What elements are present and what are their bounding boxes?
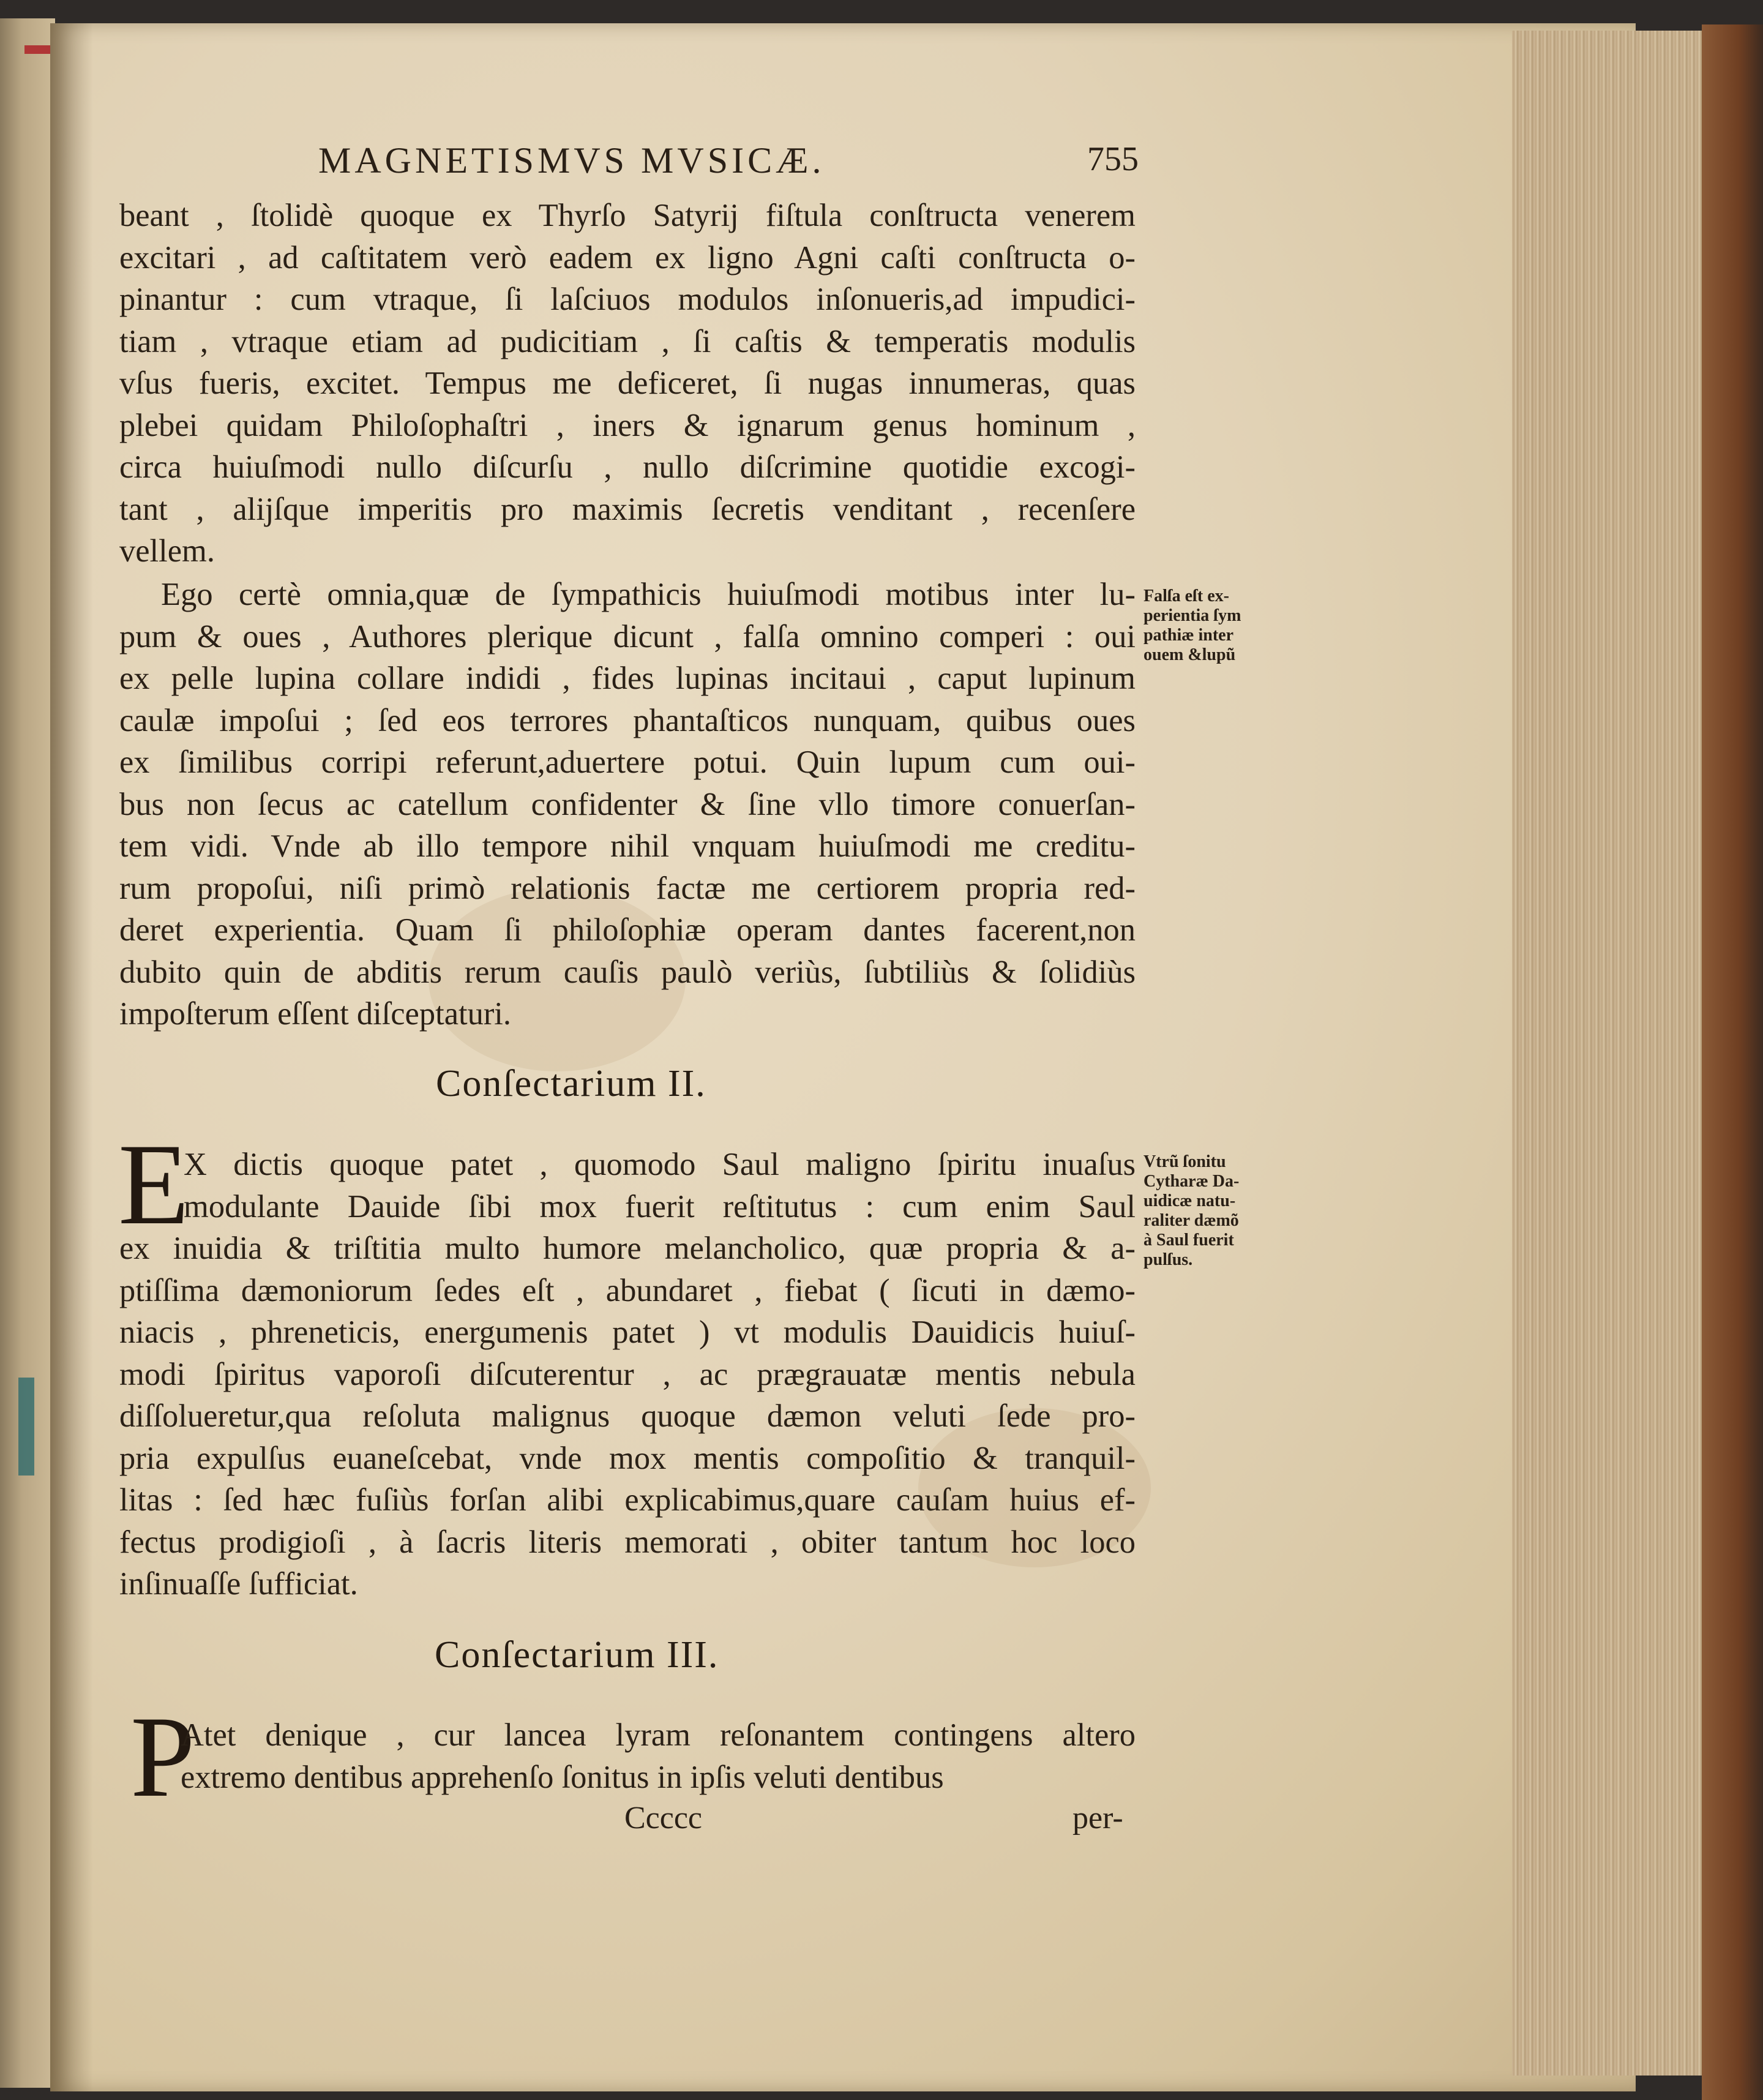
text-line: impoſterum eſſent diſceptaturi. xyxy=(119,996,512,1032)
text-line: ex pelle lupina collare indidi , fides lupinas incitaui , caput lupinum xyxy=(119,661,1136,696)
text-line: extremo dentibus apprehenſo ſonitus in ipſis veluti dentibus xyxy=(181,1759,944,1795)
paragraph-2 xyxy=(119,574,1136,1035)
text-line: vſus fueris, excitet. Tempus me deficeret, ſi nugas innumeras, quas xyxy=(119,366,1136,401)
text-line: ptiſſima dæmoniorum ſedes eſt , abundaret , fiebat ( ſicuti in dæmo- xyxy=(119,1272,1136,1308)
marginal-note-1 xyxy=(1144,587,1303,665)
text-line: diſſolueretur,qua reſoluta malignus quoque dæmon veluti ſede pro- xyxy=(119,1398,1136,1434)
text-line: pum & oues , Authores plerique dicunt , falſa omnino comperi : oui xyxy=(119,618,1136,654)
page-block-edge xyxy=(1512,31,1720,2076)
text-line: tant , alijſque imperitis pro maximis ſecretis venditant , recenſere xyxy=(119,491,1136,527)
text-line: rum propoſui, niſi primò relationis factæ me certiorem propria red- xyxy=(119,870,1136,906)
text-line: inſinuaſſe ſufficiat. xyxy=(119,1566,358,1602)
text-line: fectus prodigioſi , à ſacris literis memorati , obiter tantum hoc loco xyxy=(119,1524,1136,1560)
text-line: tiam , vtraque etiam ad pudicitiam , ſi caſtis & temperatis modulis xyxy=(119,323,1136,359)
paragraph-3 xyxy=(119,1144,1136,1605)
page-gutter-shadow xyxy=(50,23,93,2091)
section-heading-2: Conſectarium II. xyxy=(436,1063,706,1104)
drop-cap-p: P xyxy=(130,1693,195,1821)
text-line: caulæ impoſui ; ſed eos terrores phantaſticos nunquam, quibus oues xyxy=(119,702,1136,738)
note-line: pulſus. xyxy=(1144,1250,1193,1269)
text-line: ex inuidia & triſtitia multo humore melancholico, quæ propria & a- xyxy=(119,1231,1136,1266)
note-line: Falſa eſt ex- xyxy=(1144,587,1229,606)
page-number: 755 xyxy=(1087,140,1139,178)
note-line: perientia ſym xyxy=(1144,606,1241,625)
text-line: Atet denique , cur lancea lyram reſonantem contingens altero xyxy=(181,1717,1136,1753)
note-line: Vtrũ ſonitu xyxy=(1144,1152,1226,1171)
note-line: raliter dæmõ xyxy=(1144,1211,1239,1230)
running-head: MAGNETISMVS MVSICÆ. xyxy=(318,140,825,181)
drop-cap-e: E xyxy=(118,1120,190,1249)
note-line: uidicæ natu- xyxy=(1144,1191,1236,1210)
text-line: deret experientia. Quam ſi philoſophiæ operam dantes facerent,non xyxy=(119,912,1136,948)
marginal-note-2 xyxy=(1144,1152,1303,1270)
note-line: Cytharæ Da- xyxy=(1144,1172,1240,1191)
text-line: bus non ſecus ac catellum confidenter & ſine vllo timore conuerſan- xyxy=(119,786,1136,822)
text-line: X dictis quoque patet , quomodo Saul maligno ſpiritu inuaſus xyxy=(184,1147,1136,1182)
text-line: vellem. xyxy=(119,533,215,569)
text-line: beant , ſtolidè quoque ex Thyrſo Satyrij fiſtula conſtructa venerem xyxy=(119,198,1136,233)
text-line: tem vidi. Vnde ab illo tempore nihil vnquam huiuſmodi me creditu- xyxy=(119,828,1136,864)
text-line: dubito quin de abditis rerum cauſis paulò veriùs, ſubtiliùs & ſolidiùs xyxy=(119,954,1136,990)
section-heading-3: Conſectarium III. xyxy=(435,1634,719,1676)
text-line: pria expulſus euaneſcebat, vnde mox mentis compoſitio & tranquil- xyxy=(119,1440,1136,1476)
page-header xyxy=(318,140,1139,182)
book-cover-edge xyxy=(1702,24,1763,2100)
text-line: modi ſpiritus vaporoſi diſcuterentur , ac prægrauatæ mentis nebula xyxy=(119,1356,1136,1392)
text-line: ex ſimilibus corripi referunt,aduertere potui. Quin lupum cum oui- xyxy=(119,744,1136,780)
previous-page-edge xyxy=(0,18,55,2088)
text-line: litas : ſed hæc fuſiùs forſan alibi explicabimus,quare cauſam huius ef- xyxy=(119,1482,1136,1518)
paragraph-1 xyxy=(119,195,1136,572)
catchword: per- xyxy=(1072,1801,1123,1836)
note-line: à Saul fuerit xyxy=(1144,1231,1234,1250)
note-line: ouem &lupũ xyxy=(1144,645,1236,664)
note-line: pathiæ inter xyxy=(1144,626,1233,645)
text-line: pinantur : cum vtraque, ſi laſciuos modulos inſonueris,ad impudici- xyxy=(119,282,1136,317)
text-line: niacis , phreneticis, energumenis patet ) vt modulis Dauidicis huiuſ- xyxy=(119,1314,1136,1350)
text-line: Ego certè omnia,quæ de ſympathicis huiuſmodi motibus inter lu- xyxy=(161,577,1136,612)
paragraph-4 xyxy=(119,1714,1136,1798)
text-line: modulante Dauide ſibi mox fuerit reſtitutus : cum enim Saul xyxy=(184,1188,1136,1224)
signature-mark: Ccccc xyxy=(624,1801,703,1836)
text-line: circa huiuſmodi nullo diſcurſu , nullo diſcrimine quotidie excogi- xyxy=(119,449,1136,485)
text-line: excitari , ad caſtitatem verò eadem ex ligno Agni caſti conſtructa o- xyxy=(119,239,1136,276)
text-line: plebei quidam Philoſophaſtri , iners & ignarum genus hominum , xyxy=(119,407,1136,443)
spine-mark xyxy=(18,1378,34,1476)
